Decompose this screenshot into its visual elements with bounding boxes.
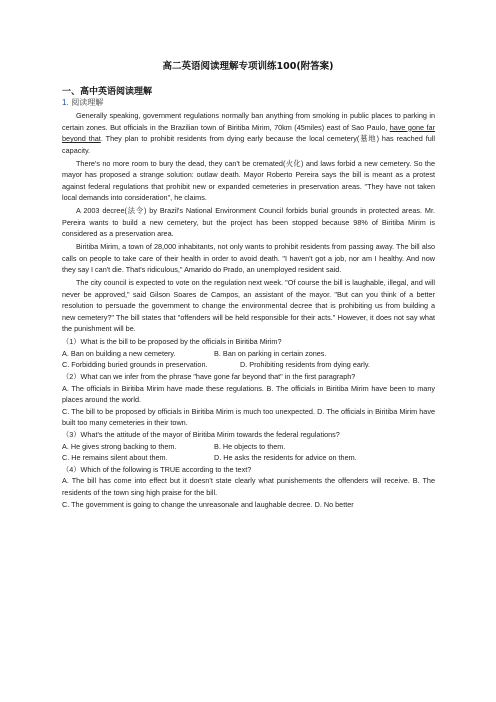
question-4-options-cd: C. The government is going to change the unreasonale and laughable decree. D. No better <box>62 499 354 509</box>
question-4-options-ab: A. The bill has come into effect but it doesn't state clearly what punishements the offenders will receive. B. The residents of the town sing high praise for the bill. <box>62 476 435 497</box>
paragraph-1-text-b: . They plan to prohibit residents from dying early because the local cemetery(墓地) has reached full capacity. <box>62 134 435 155</box>
paragraph-4: Biritiba Mirim, a town of 28,000 inhabitants, not only wants to prohibit residents from passing away. The bill also calls on people to take care of their health in order to avoid death. "I haven't got a job, nor am I healthy. And now they say I can't die. That's ridiculous," Amarido do Prado, an unemployed resident said. <box>62 242 435 275</box>
option-1d: D. Prohibiting residents from dying early. <box>240 360 371 370</box>
underlined-phrase: have gone far beyond that <box>62 122 436 144</box>
question-3: （3）What's the attitude of the mayor of Biritiba Mirim towards the federal regulations? <box>62 429 340 439</box>
question-heading <box>62 97 103 108</box>
question-3-options-cd <box>62 452 435 464</box>
option-3d: D. He asks the residents for advice on them. <box>214 453 357 463</box>
option-1a: A. Ban on building a new cemetery. <box>62 348 176 358</box>
paragraph-1 <box>62 110 435 156</box>
question-3-options-ab <box>62 441 435 453</box>
paragraph-1-text-a: Generally speaking, government regulations normally ban anything from smoking in public places to parking in certain zones. But officials in the Brazilian town of Biritiba Mirim, 70km (45miles) east of Sao Paulo, <box>62 111 435 132</box>
question-type-label: 阅读理解 <box>71 98 104 107</box>
question-4: （4）Which of the following is TRUE according to the text? <box>62 464 252 474</box>
paragraph-2: There's no more room to bury the dead, they can't be cremated(火化) and laws forbid a new cemetery. So the mayor has proposed a strange solution: outlaw death. Mayor Roberto Pereira says the bill is meant as a protest against federal regulations that prohibit new or expanded cemeteries in preservation areas. "They have not taken local demands into consideration", he claims. <box>62 158 435 203</box>
question-1-options-ab <box>62 348 435 360</box>
option-3a: A. He gives strong backing to them. <box>62 441 177 451</box>
question-2: （2）What can we infer from the phrase "have gone far beyond that" in the first paragraph? <box>62 372 356 381</box>
option-1b: B. Ban on parking in certain zones. <box>214 348 327 358</box>
option-3c: C. He remains silent about them. <box>62 453 168 463</box>
paragraph-3: A 2003 decree(法令) by Brazil's National Environment Council forbids burial grounds in protected areas. Mr. Pereira wants to build a new cemetery, but the project has been stopped because 98% of Biritiba Mirim is considered as a preservation area. <box>62 206 435 239</box>
section-heading: 一、高中英语阅读理解 <box>62 87 153 97</box>
question-1: （1）What is the bill to be proposed by the officials in Biritiba Mirim? <box>62 337 282 347</box>
document-title: 高二英语阅读理解专项训练100(附答案) <box>162 61 334 72</box>
passage-body <box>62 110 435 510</box>
option-1c: C. Forbidding buried grounds in preservation. <box>62 360 208 370</box>
question-number: 1. <box>62 98 69 107</box>
question-1-options-cd <box>62 359 435 371</box>
question-2-options-ab: A. The officials in Biritiba Mirim have made these regulations. B. The officials in Biritiba Mirim have been to many places around the world. <box>62 383 435 405</box>
paragraph-5: The city council is expected to vote on the regulation next week. "Of course the bill is laughable, illegal, and will never be approved," said Gilson Soares de Campos, an assistant of the mayor. "But can you think of a better resolution to persuade the government to change the environmental decree that is prohibiting us from building a new cemetery?" The bill states that "offenders will be held responsible for their acts." However, it does not say what the punishment will be. <box>62 278 435 334</box>
option-3b: B. He objects to them. <box>214 441 286 451</box>
question-2-options-cd: C. The bill to be proposed by officials in Biritiba Mirim is much too unexpected. D. The officials in Biritiba Mirim have built too many cemeteries in their town. <box>62 406 435 428</box>
